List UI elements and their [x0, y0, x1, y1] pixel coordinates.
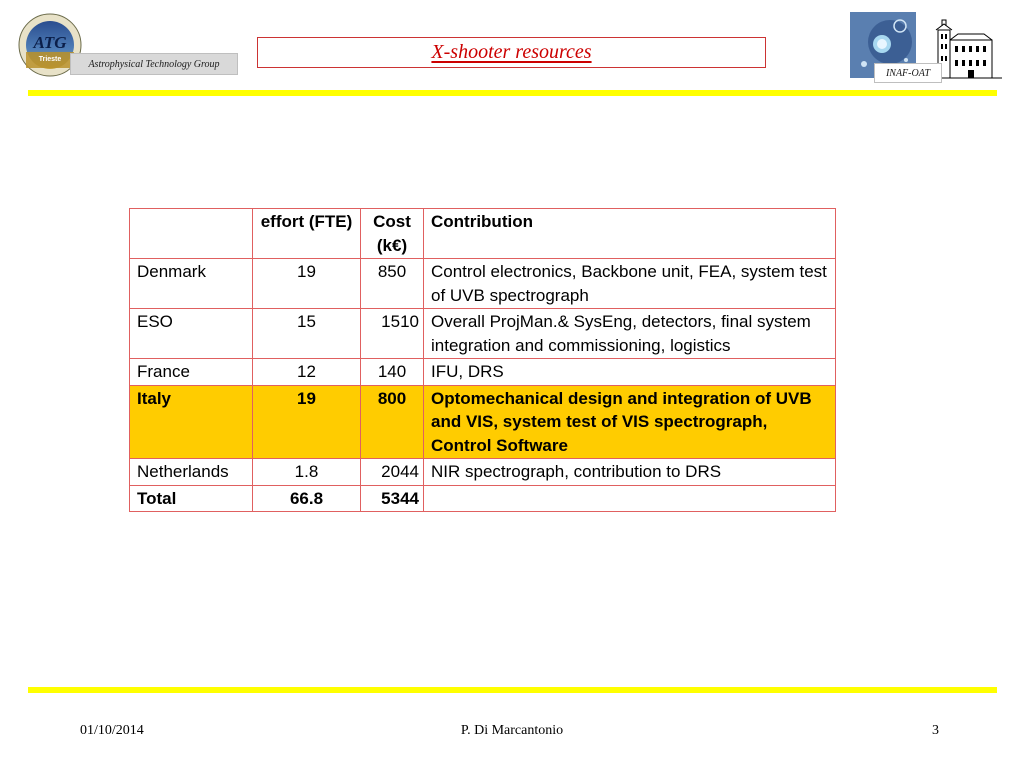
- footer-author: P. Di Marcantonio: [460, 723, 564, 738]
- row-effort: 1.8: [253, 459, 361, 486]
- table-row: [130, 359, 836, 386]
- row-cost: 850: [361, 259, 424, 309]
- table-row: [130, 309, 836, 359]
- page-title: X-shooter resources: [257, 37, 766, 68]
- table-row-highlighted: [130, 385, 836, 459]
- total-label: Total: [130, 485, 253, 512]
- header-partner: [130, 209, 253, 259]
- row-effort: 19: [253, 259, 361, 309]
- row-contribution: Optomechanical design and integration of UVB and VIS, system test of VIS spectrograph, Control Software: [424, 385, 836, 459]
- header-contribution: Contribution: [424, 209, 836, 259]
- header-divider: [28, 90, 997, 96]
- row-contribution: NIR spectrograph, contribution to DRS: [424, 459, 836, 486]
- row-cost: 140: [361, 359, 424, 386]
- header-effort: effort (FTE): [253, 209, 361, 259]
- row-effort: 15: [253, 309, 361, 359]
- row-contribution: Control electronics, Backbone unit, FEA, system test of UVB spectrograph: [424, 259, 836, 309]
- total-contribution: [424, 485, 836, 512]
- group-label: Astrophysical Technology Group: [70, 53, 238, 75]
- atg-logo-subtext: Trieste: [38, 56, 62, 63]
- row-contribution: IFU, DRS: [424, 359, 836, 386]
- total-effort: 66.8: [253, 485, 361, 512]
- row-partner: France: [130, 359, 253, 386]
- table-total-row: [130, 485, 836, 512]
- row-cost: 800: [361, 385, 424, 459]
- footer-date: 01/10/2014: [80, 723, 144, 738]
- table-row: [130, 259, 836, 309]
- row-partner: Netherlands: [130, 459, 253, 486]
- total-cost: 5344: [361, 485, 424, 512]
- row-partner: Italy: [130, 385, 253, 459]
- row-contribution: Overall ProjMan.& SysEng, detectors, final system integration and commissioning, logistics: [424, 309, 836, 359]
- row-effort: 12: [253, 359, 361, 386]
- table-header-row: [130, 209, 836, 259]
- resources-table: [129, 208, 836, 512]
- footer-divider: [28, 687, 997, 693]
- header-cost: Cost (k€): [361, 209, 424, 259]
- table-row: [130, 459, 836, 486]
- row-effort: 19: [253, 385, 361, 459]
- row-cost: 1510: [361, 309, 424, 359]
- row-partner: ESO: [130, 309, 253, 359]
- institute-label: INAF-OAT: [874, 63, 942, 83]
- row-partner: Denmark: [130, 259, 253, 309]
- footer-page-number: 3: [932, 723, 939, 738]
- atg-logo-text: ATG: [33, 33, 67, 52]
- row-cost: 2044: [361, 459, 424, 486]
